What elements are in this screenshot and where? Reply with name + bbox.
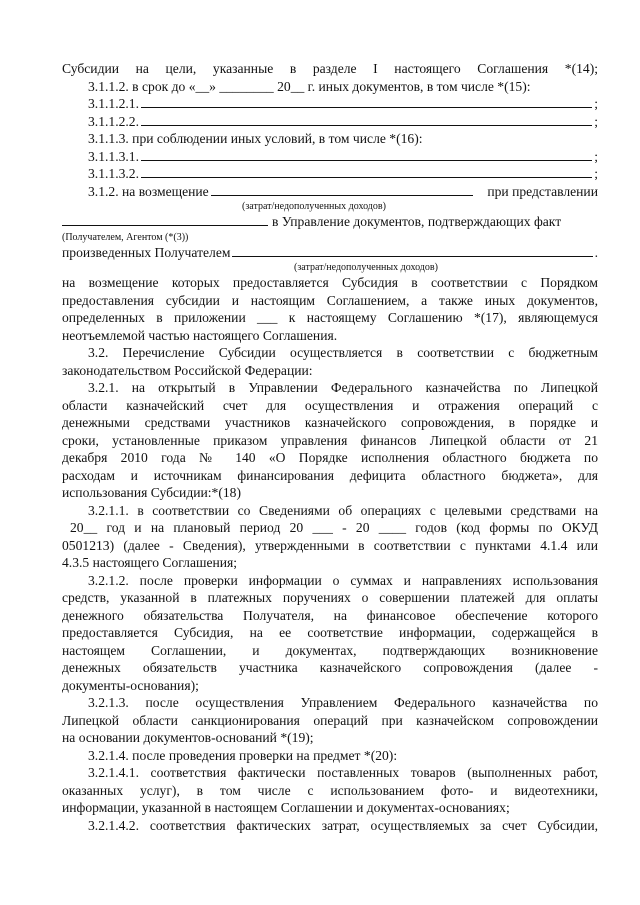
text-line: 3.2.1.1. в соответствии со Сведениями об операциях с целевыми средствами на [88,502,598,518]
blank-field [232,256,592,257]
text-line: 20__ год и на плановый период 20 ___ - 20 ____ годов (код формы по ОКУД [70,520,598,535]
text-line: предоставления субсидии и настоящим Соглашением, а также иных документов, [62,292,598,308]
text-line: денежными средствами участников казначейского сопровождения, в порядке и [62,415,598,430]
text-line: 3.1.1.3. при соблюдении иных условий, в том числе *(16): [88,131,423,146]
text-line: 3.2.1.4.2. соответствия фактических затрат, осуществляемых за счет Субсидии, [88,817,598,833]
fill-line-3-1-1-3-2 [62,165,598,183]
text-line: предоставляется Субсидия, на ее соответствие информации, содержащейся в [62,625,598,640]
item-number: 3.1.1.3.1. [88,148,139,164]
text-line: 3.2.1. на открытый в Управлении Федерального казначейства по Липецкой [88,380,598,395]
fill-line-3-1-2 [62,183,598,201]
fill-line-recipient [62,213,598,231]
text-line: на основании документов-оснований *(19); [62,730,314,745]
text-line: настоящем Соглашении, и документах, подтверждающих возникновение [62,642,598,658]
blank-field [211,195,474,196]
text-line: определенных в приложении ___ к настоящему Соглашению *(17), являющемуся [62,310,598,325]
text-line: 3.1.1.2. в срок до «__» ________ 20__ г. иных документов, в том числе *(15): [88,78,531,94]
line-end: ; [594,148,598,164]
text-line: 3.2.1.3. после осуществления Управлением Федерального казначейства по [88,695,598,710]
text-line: 3.2.1.4. после проведения проверки на предмет *(20): [88,747,398,763]
blank-field [141,177,592,178]
item-text: произведенных Получателем [62,244,231,260]
text-line: информации, указанной в настоящем Соглашении и документах-основаниях; [62,800,510,815]
item-text: в Управление документов, подтверждающих факт [272,214,562,229]
line-end: ; [594,166,598,181]
fill-line-3-1-1-2-1 [62,95,598,113]
item-text: при представлении [487,183,598,199]
item-text: 3.1.2. на возмещение [88,183,209,199]
text-line: средств, указанной в платежных поручениях о совершении платежей для оплаты [62,590,598,605]
text-line: декабря 2010 года № 140 «О Порядке исполнения областного бюджета по [62,450,598,465]
item-number: 3.1.1.2.2. [88,113,139,129]
text-line: денежных обязательств участника казначейского сопровождения (далее - [62,660,598,675]
fill-line-produced [62,244,598,262]
text-line: неотъемлемой частью настоящего Соглашения. [62,327,338,343]
blank-field [141,160,592,161]
line-end: ; [594,96,598,111]
blank-field [141,107,592,108]
text-line: документы-основания); [62,677,199,693]
text-line: расходам и источникам финансирования дефицита областного бюджета», для [62,467,598,483]
text-line: использования Субсидии:*(18) [62,485,242,500]
line-end: ; [594,113,598,129]
text-line: 4.3.5 настоящего Соглашения; [62,555,238,570]
text-line: оказанных услуг), в том числе с использованием фото- и видеотехники, [62,782,598,798]
field-hint: (затрат/недополученных доходов) [294,262,438,273]
text-line: 3.2. Перечисление Субсидии осуществляется в соответствии с бюджетным [88,345,598,360]
text-line: законодательством Российской Федерации: [62,362,313,378]
text-line: на возмещение которых предоставляется Субсидия в соответствии с Порядком [62,275,598,290]
text-line: 3.2.1.4.1. соответствия фактически поставленных товаров (выполненных работ, [88,765,598,780]
blank-field [62,225,268,226]
line-end: . [594,244,598,260]
fill-line-3-1-1-2-2 [62,113,598,131]
text-line: 3.2.1.2. после проверки информации о суммах и направлениях использования [88,572,598,588]
item-number: 3.1.1.2.1. [88,96,139,111]
field-hint: (затрат/недополученных доходов) [242,201,386,212]
item-number: 3.1.1.3.2. [88,166,139,181]
text-line: Липецкой области санкционирования операций при казначейском сопровождении [62,712,598,728]
text-line: Субсидии на цели, указанные в разделе I настоящего Соглашения *(14); [62,61,598,76]
blank-field [141,125,592,126]
field-hint: (Получателем, Агентом (*(3)) [62,231,189,243]
document-page [62,60,598,834]
text-line: денежного обязательства Получателя, на финансовое обеспечение которого [62,607,598,623]
fill-line-3-1-1-3-1 [62,148,598,166]
text-line: области казначейский счет для осуществления и отражения операций с [62,397,598,413]
text-line: сроки, установленные приказом управления финансов Липецкой области от 21 [62,432,598,448]
text-line: 0501213) (далее - Сведения), утвержденными в соответствии с пунктами 4.1.4 или [62,537,598,553]
